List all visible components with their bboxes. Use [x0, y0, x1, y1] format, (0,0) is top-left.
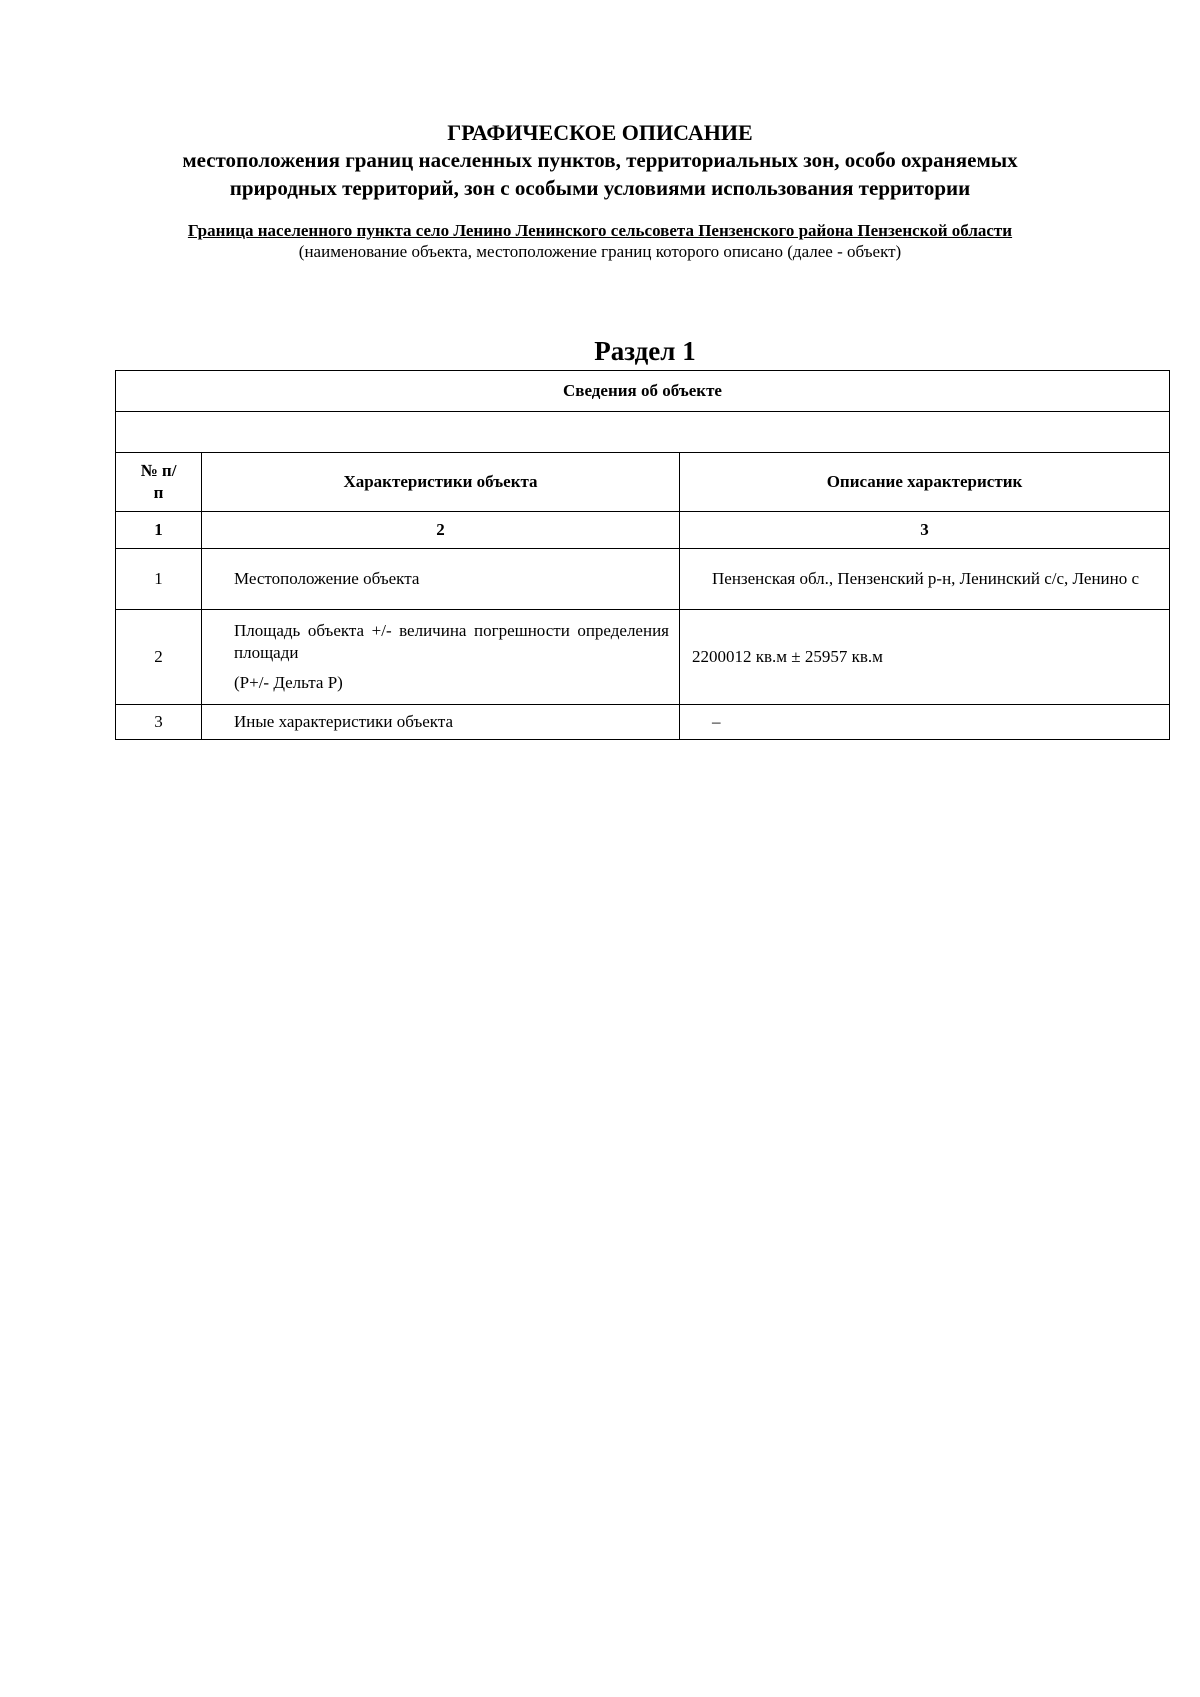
header-num-label: № п/п [140, 461, 177, 502]
row-characteristic: Площадь объекта +/- величина погрешности определения площади [234, 621, 669, 662]
table-row [116, 549, 1170, 610]
object-info-table [115, 370, 1170, 740]
row-num: 3 [116, 705, 202, 740]
row-characteristic: Местоположение объекта [202, 549, 680, 610]
document-title: ГРАФИЧЕСКОЕ ОПИСАНИЕ [447, 120, 753, 145]
object-name: Граница населенного пункта село Ленино Ленинского сельсовета Пензенского района Пензенской области [187, 221, 1013, 240]
table-empty-row [116, 412, 1170, 453]
column-number-2: 2 [202, 512, 680, 549]
row-spacer [234, 664, 669, 672]
header-num [116, 453, 202, 512]
row-num: 2 [116, 610, 202, 705]
row-description: Пензенская обл., Пензенский р-н, Ленинский с/с, Ленино с [680, 549, 1170, 610]
row-characteristic-cell [202, 610, 680, 705]
section-title: Раздел 1 [594, 336, 696, 366]
row-num: 1 [116, 549, 202, 610]
column-number-1: 1 [116, 512, 202, 549]
table-caption-row [116, 371, 1170, 412]
table-caption: Сведения об объекте [116, 371, 1170, 412]
table-row [116, 610, 1170, 705]
table-row [116, 705, 1170, 740]
row-characteristic-note: (Р+/- Дельта Р) [234, 673, 343, 692]
row-characteristic: Иные характеристики объекта [202, 705, 680, 740]
row-description: – [680, 705, 1170, 740]
document-subtitle-line-1: местоположения границ населенных пунктов, территориальных зон, особо охраняемых [182, 148, 1018, 172]
table-empty-cell [116, 412, 1170, 453]
header-characteristic: Характеристики объекта [202, 453, 680, 512]
column-number-row [116, 512, 1170, 549]
object-name-caption: (наименование объекта, местоположение границ которого описано (далее - объект) [298, 242, 902, 261]
row-description: 2200012 кв.м ± 25957 кв.м [680, 610, 1170, 705]
header-description: Описание характеристик [680, 453, 1170, 512]
table-header-row [116, 453, 1170, 512]
document-header [100, 120, 1100, 262]
document-subtitle-line-2: природных территорий, зон с особыми условиями использования территории [229, 176, 971, 200]
column-number-3: 3 [680, 512, 1170, 549]
